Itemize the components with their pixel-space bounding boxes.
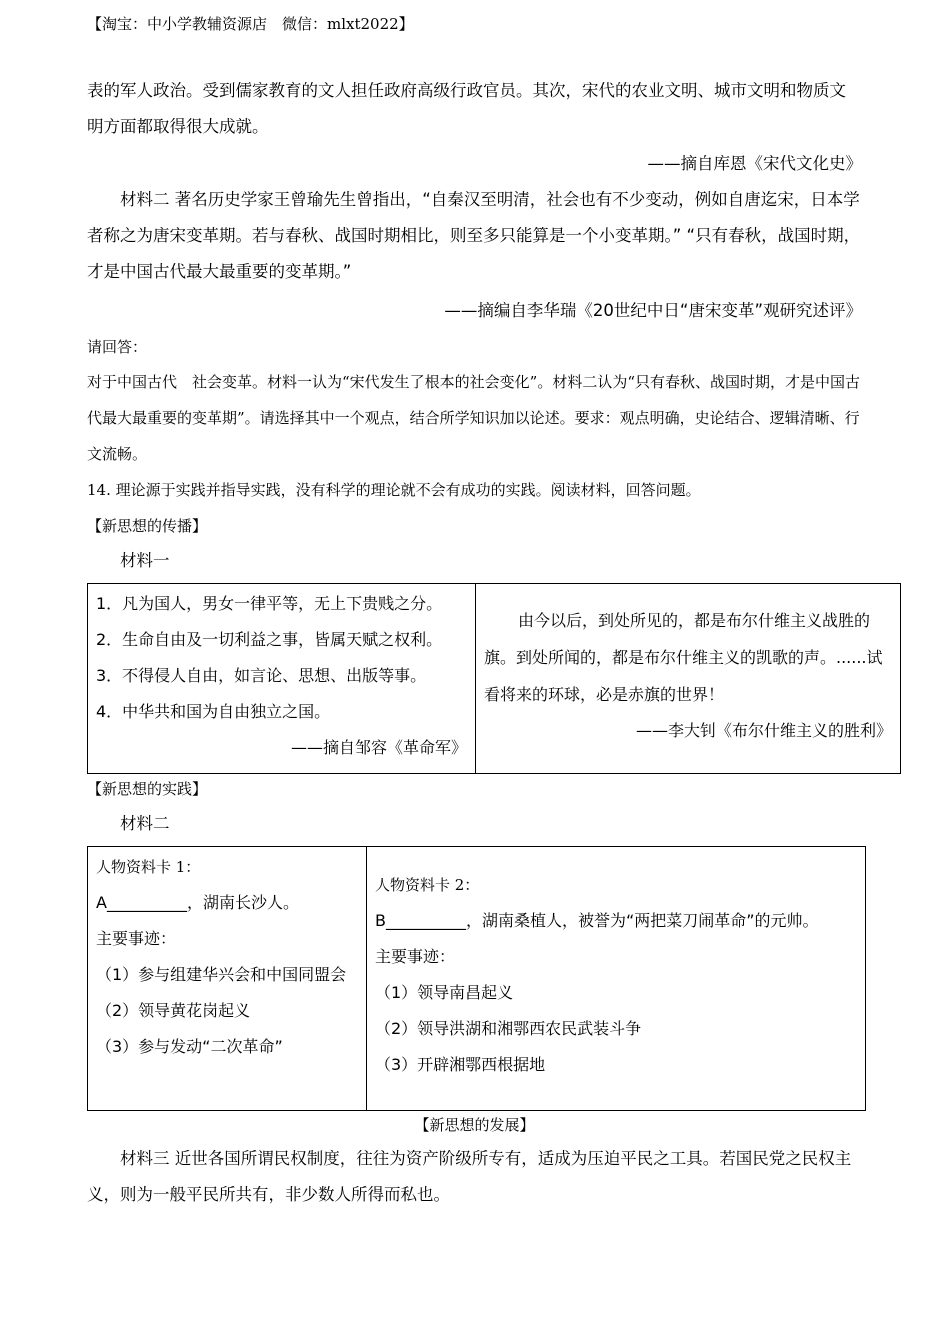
profile-card-b	[367, 847, 866, 1111]
card-a-title: 人物资料卡 1：	[96, 858, 201, 876]
profile-card-a	[88, 847, 367, 1111]
material-two-label: 材料二	[120, 814, 170, 833]
list-item: （1）参与组建华兴会和中国同盟会	[96, 965, 347, 984]
li-dazhao-text: 由今以后，到处所见的，都是布尔什维主义战胜的旗。到处所闻的，都是布尔什维主义的凯歌的声。......试看将来的环球，必是赤旗的世界！	[484, 611, 883, 704]
list-item: （1）领导南昌起义	[375, 983, 514, 1002]
list-item: 4．中华共和国为自由独立之国。	[96, 702, 331, 721]
source-li-huarui: ——摘编自李华瑞《20世纪中日“唐宋变革”观研究述评》	[444, 301, 862, 320]
section-practice-heading: 【新思想的实践】	[87, 780, 208, 798]
question-14-stem: 14. 理论源于实践并指导实践，没有科学的理论就不会有成功的实践。阅读材料，回答问题。	[87, 481, 701, 499]
material-three-text: 材料三 近世各国所谓民权制度，往往为资产阶级所专有，适成为压迫平民之工具。若国民党之民权主义，则为一般平民所共有，非少数人所得而私也。	[87, 1149, 852, 1204]
card-a-name: A__________，湖南长沙人。	[96, 893, 299, 912]
list-item: （2）领导黄花岗起义	[96, 1001, 251, 1020]
answer-prompt: 请回答：	[87, 338, 148, 356]
card-a-deeds-label: 主要事迹：	[96, 929, 177, 948]
card-b-deeds-label: 主要事迹：	[375, 947, 456, 966]
list-item: 2．生命自由及一切利益之事，皆属天赋之权利。	[96, 630, 443, 649]
list-item: （2）领导洪湖和湘鄂西农民武装斗争	[375, 1019, 642, 1038]
section-spread-heading: 【新思想的传播】	[87, 517, 208, 535]
li-dazhao-cell	[476, 584, 901, 774]
zou-rong-source: ——摘自邹容《革命军》	[290, 738, 467, 757]
list-item: （3）参与发动“二次革命”	[96, 1037, 283, 1056]
material-two-table	[87, 846, 866, 1111]
list-item: 1．凡为国人，男女一律平等，无上下贵贱之分。	[96, 594, 443, 613]
section-development-heading: 【新思想的发展】	[414, 1116, 535, 1134]
card-b-title: 人物资料卡 2：	[375, 876, 480, 894]
li-dazhao-source: ——李大钊《布尔什维主义的胜利》	[635, 721, 892, 740]
list-item: 3．不得侵人自由，如言论、思想、出版等事。	[96, 666, 427, 685]
watermark-header: 【淘宝：中小学教辅资源店 微信：mlxt2022】	[87, 15, 414, 33]
material-one-label: 材料一	[120, 551, 170, 570]
card-b-name: B__________，湖南桑植人，被誉为“两把菜刀闹革命”的元帅。	[375, 911, 819, 930]
question-13-text: 对于中国古代 社会变革。材料一认为“宋代发生了根本的社会变化”。材料二认为“只有春秋、战国时期，才是中国古代最大最重要的变革期”。请选择其中一个观点，结合所学知识加以论述。要求：观点明确，史论结合、逻辑清晰、行文流畅。	[87, 373, 861, 463]
zou-rong-cell	[88, 584, 476, 774]
passage-tail: 表的军人政治。受到儒家教育的文人担任政府高级行政官员。其次，宋代的农业文明、城市文明和物质文明方面都取得很大成就。	[87, 81, 846, 136]
list-item: （3）开辟湘鄂西根据地	[375, 1055, 546, 1074]
material-two-text: 材料二 著名历史学家王曾瑜先生曾指出，“自秦汉至明清，社会也有不少变动，例如自唐迄宋，日本学者称之为唐宋变革期。若与春秋、战国时期相比，则至多只能算是一个小变革期。” “只有春秋，战国时期，才是中国古代最大最重要的变革期。”	[87, 190, 861, 281]
source-kuhn: ——摘自库恩《宋代文化史》	[647, 154, 862, 173]
material-one-table	[87, 583, 901, 774]
